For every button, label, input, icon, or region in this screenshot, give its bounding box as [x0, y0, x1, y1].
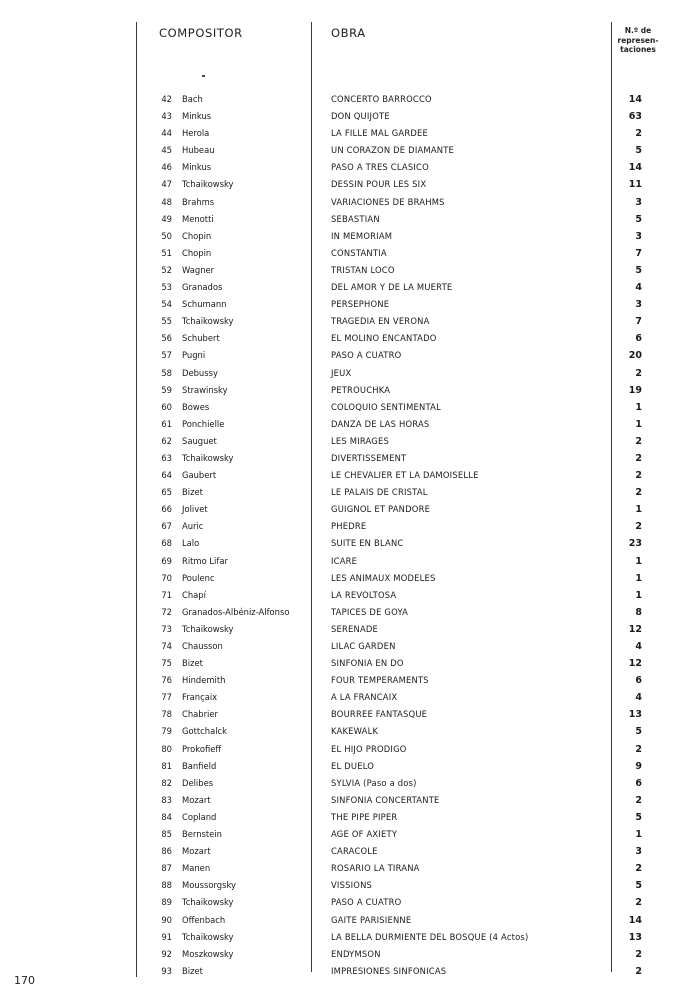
composer-cell: Tchaikowsky: [182, 623, 234, 634]
table-row: [0, 313, 684, 330]
composer-cell: Chabrier: [182, 709, 218, 720]
work-cell: IMPRESIONES SINFONICAS: [331, 965, 447, 976]
table-row: [0, 655, 684, 672]
work-cell: ICARE: [331, 555, 358, 566]
work-cell: PERSEPHONE: [331, 299, 390, 310]
composer-cell: Minkus: [182, 162, 212, 173]
row-number: 78: [161, 709, 172, 720]
row-number: 70: [161, 572, 172, 583]
performances-cell: 13: [628, 709, 642, 721]
work-cell: VISSIONS: [331, 880, 373, 891]
table-row: [0, 723, 684, 740]
performances-cell: 7: [635, 316, 642, 328]
performances-cell: 19: [628, 384, 642, 396]
table-row: [0, 91, 684, 108]
table-row: [0, 296, 684, 313]
page-number: 170: [14, 974, 35, 987]
row-number: 92: [161, 948, 172, 959]
performances-cell: 1: [635, 589, 642, 601]
work-cell: PASO A CUATRO: [331, 350, 402, 361]
performances-cell: 4: [635, 641, 642, 652]
row-number: 47: [161, 179, 172, 190]
performances-cell: 7: [635, 247, 642, 259]
row-number: 54: [161, 299, 172, 310]
composer-cell: Herola: [182, 128, 210, 139]
composer-cell: Pugni: [182, 350, 206, 361]
header-work: OBRA: [331, 26, 366, 40]
work-cell: BOURREE FANTASQUE: [331, 709, 428, 720]
table-row: [0, 741, 684, 758]
row-number: 55: [161, 316, 172, 327]
work-cell: ENDYMSON: [331, 948, 381, 959]
work-cell: EL HIJO PRODIGO: [331, 743, 407, 754]
table-row: [0, 946, 684, 963]
table-row: [0, 672, 684, 689]
work-cell: CONCERTO BARROCCO: [331, 94, 432, 104]
work-cell: TRISTAN LOCO: [331, 264, 395, 275]
table-row: [0, 382, 684, 399]
composer-cell: Ponchielle: [182, 418, 225, 429]
header-performances: [613, 26, 663, 55]
work-cell: LES ANIMAUX MODELES: [331, 572, 436, 583]
table-row: [0, 826, 684, 843]
performances-cell: 12: [628, 623, 642, 635]
work-cell: DESSIN POUR LES SIX: [331, 179, 427, 190]
row-number: 52: [161, 264, 172, 275]
work-cell: GUIGNOL ET PANDORE: [331, 504, 431, 515]
table-row: [0, 399, 684, 416]
table-row: [0, 518, 684, 535]
performances-cell: 1: [635, 829, 642, 841]
work-cell: LILAC GARDEN: [331, 641, 396, 651]
work-cell: LA REVOLTOSA: [331, 589, 397, 600]
work-cell: DANZA DE LAS HORAS: [331, 418, 430, 429]
row-number: 72: [161, 606, 172, 617]
composer-cell: Wagner: [182, 264, 215, 275]
composer-cell: Moszkowsky: [182, 948, 234, 959]
table-row: [0, 194, 684, 211]
row-number: 49: [161, 213, 172, 224]
table-row: [0, 758, 684, 775]
work-cell: DON QUIJOTE: [331, 111, 390, 122]
table-row: [0, 142, 684, 159]
row-number: 51: [161, 247, 172, 258]
repertoire-table: [0, 91, 684, 980]
composer-cell: Chopin: [182, 247, 212, 258]
performances-cell: 2: [635, 128, 642, 140]
composer-cell: Gottchalck: [182, 726, 228, 737]
work-cell: UN CORAZON DE DIAMANTE: [331, 145, 455, 156]
performances-cell: 2: [635, 794, 642, 806]
composer-cell: Sauguet: [182, 435, 217, 446]
row-number: 71: [161, 589, 172, 600]
work-cell: SUITE EN BLANC: [331, 538, 404, 549]
row-number: 87: [161, 863, 172, 874]
work-cell: THE PIPE PIPER: [331, 811, 398, 822]
work-cell: DIVERTISSEMENT: [331, 452, 407, 463]
work-cell: EL MOLINO ENCANTADO: [331, 333, 437, 344]
composer-cell: Chapí: [182, 589, 206, 600]
composer-cell: Schumann: [182, 299, 227, 310]
performances-cell: 3: [635, 196, 642, 208]
work-cell: SYLVIA (Paso a dos): [331, 777, 417, 788]
work-cell: VARIACIONES DE BRAHMS: [331, 196, 445, 207]
row-number: 91: [161, 931, 172, 942]
table-row: [0, 108, 684, 125]
performances-cell: 12: [628, 658, 642, 670]
row-number: 90: [161, 914, 172, 925]
composer-cell: Tchaikowsky: [182, 931, 234, 942]
row-number: 53: [161, 282, 172, 293]
table-row: [0, 963, 684, 980]
composer-cell: Mozart: [182, 846, 211, 857]
row-number: 48: [161, 196, 172, 207]
table-row: [0, 689, 684, 706]
row-number: 84: [161, 811, 172, 822]
performances-cell: 6: [635, 777, 642, 789]
work-cell: SERENADE: [331, 623, 379, 634]
performances-cell: 5: [635, 264, 642, 276]
performances-cell: 14: [628, 162, 642, 174]
row-number: 43: [161, 111, 172, 122]
performances-cell: 5: [635, 145, 642, 157]
row-number: 58: [161, 367, 172, 378]
work-cell: CARACOLE: [331, 846, 378, 857]
row-number: 46: [161, 162, 172, 173]
composer-cell: Banfield: [182, 760, 217, 771]
row-number: 77: [161, 692, 172, 703]
composer-cell: Tchaikowsky: [182, 897, 234, 908]
composer-cell: Mozart: [182, 794, 211, 805]
table-row: [0, 262, 684, 279]
composer-cell: Menotti: [182, 213, 214, 224]
row-number: 56: [161, 333, 172, 344]
work-cell: ROSARIO LA TIRANA: [331, 863, 420, 874]
composer-cell: Hindemith: [182, 675, 226, 686]
composer-cell: Copland: [182, 811, 217, 822]
performances-cell: 20: [628, 350, 642, 362]
composer-cell: Chopin: [182, 230, 212, 241]
composer-cell: Bowes: [182, 401, 210, 412]
composer-cell: Chausson: [182, 641, 223, 651]
table-row: [0, 125, 684, 142]
work-cell: TAPICES DE GOYA: [331, 606, 409, 617]
row-number: 85: [161, 829, 172, 840]
composer-cell: Manen: [182, 863, 211, 874]
composer-cell: Granados-Albéniz-Alfonso: [182, 606, 290, 617]
composer-cell: Hubeau: [182, 145, 215, 156]
performances-cell: 2: [635, 367, 642, 379]
row-number: 76: [161, 675, 172, 686]
performances-cell: 14: [628, 914, 642, 926]
work-cell: PHEDRE: [331, 521, 367, 532]
composer-cell: Bizet: [182, 658, 203, 669]
table-row: [0, 365, 684, 382]
table-row: [0, 279, 684, 296]
table-row: [0, 416, 684, 433]
performances-cell: 5: [635, 213, 642, 225]
performances-cell: 2: [635, 897, 642, 909]
work-cell: PASO A TRES CLASICO: [331, 162, 429, 173]
table-row: [0, 450, 684, 467]
composer-cell: Brahms: [182, 196, 215, 207]
table-row: [0, 211, 684, 228]
row-number: 73: [161, 623, 172, 634]
table-row: [0, 245, 684, 262]
row-number: 64: [161, 470, 172, 481]
performances-cell: 63: [628, 111, 642, 123]
table-row: [0, 929, 684, 946]
composer-cell: Tchaikowsky: [182, 452, 234, 463]
composer-cell: Strawinsky: [182, 384, 228, 395]
row-number: 50: [161, 230, 172, 241]
work-cell: EL DUELO: [331, 760, 375, 771]
table-row: [0, 347, 684, 364]
work-cell: LA FILLE MAL GARDEE: [331, 128, 428, 139]
header-performances-line1: N.º de: [624, 26, 652, 35]
row-number: 45: [161, 145, 172, 156]
performances-cell: 23: [628, 538, 642, 550]
table-row: [0, 706, 684, 723]
work-cell: TRAGEDIA EN VERONA: [331, 316, 430, 327]
row-number: 61: [161, 418, 172, 429]
row-number: 68: [161, 538, 172, 549]
row-number: 62: [161, 435, 172, 446]
composer-cell: Bach: [182, 94, 203, 104]
composer-cell: Offenbach: [182, 914, 226, 925]
performances-cell: 1: [635, 572, 642, 584]
row-number: 88: [161, 880, 172, 891]
table-row: [0, 860, 684, 877]
performances-cell: 4: [635, 282, 642, 294]
composer-cell: Tchaikowsky: [182, 316, 234, 327]
composer-cell: Prokofieff: [182, 743, 222, 754]
performances-cell: 1: [635, 418, 642, 430]
composer-cell: Debussy: [182, 367, 218, 378]
performances-cell: 2: [635, 435, 642, 447]
table-row: [0, 587, 684, 604]
row-number: 83: [161, 794, 172, 805]
work-cell: SINFONIA CONCERTANTE: [331, 794, 440, 805]
row-number: 63: [161, 452, 172, 463]
work-cell: A LA FRANCAIX: [331, 692, 398, 703]
performances-cell: 1: [635, 555, 642, 567]
work-cell: PETROUCHKA: [331, 384, 391, 395]
performances-cell: 2: [635, 521, 642, 533]
table-row: [0, 792, 684, 809]
performances-cell: 1: [635, 401, 642, 413]
work-cell: JEUX: [331, 367, 352, 378]
row-number: 93: [161, 965, 172, 976]
work-cell: SEBASTIAN: [331, 213, 380, 224]
table-row: [0, 843, 684, 860]
row-number: 89: [161, 897, 172, 908]
header-performances-line3: taciones: [620, 45, 656, 54]
table-row: [0, 877, 684, 894]
print-speck: [202, 75, 205, 77]
performances-cell: 2: [635, 487, 642, 499]
work-cell: IN MEMORIAM: [331, 230, 393, 241]
row-number: 66: [161, 504, 172, 515]
work-cell: FOUR TEMPERAMENTS: [331, 675, 429, 686]
composer-cell: Jolivet: [182, 504, 208, 515]
table-row: [0, 809, 684, 826]
table-row: [0, 775, 684, 792]
performances-cell: 2: [635, 863, 642, 875]
table-row: [0, 570, 684, 587]
table-row: [0, 159, 684, 176]
performances-cell: 11: [628, 179, 642, 191]
performances-cell: 6: [635, 675, 642, 687]
row-number: 59: [161, 384, 172, 395]
table-row: [0, 621, 684, 638]
row-number: 65: [161, 487, 172, 498]
composer-cell: Ritmo Lifar: [182, 555, 228, 566]
table-row: [0, 176, 684, 193]
row-number: 82: [161, 777, 172, 788]
performances-cell: 2: [635, 965, 642, 977]
table-row: [0, 484, 684, 501]
performances-cell: 2: [635, 470, 642, 482]
table-row: [0, 330, 684, 347]
performances-cell: 1: [635, 504, 642, 516]
performances-cell: 2: [635, 948, 642, 960]
composer-cell: Moussorgsky: [182, 880, 236, 891]
performances-cell: 3: [635, 230, 642, 242]
composer-cell: Bizet: [182, 965, 203, 976]
performances-cell: 8: [635, 606, 642, 618]
performances-cell: 2: [635, 452, 642, 464]
table-row: [0, 433, 684, 450]
work-cell: GAITE PARISIENNE: [331, 914, 412, 925]
performances-cell: 2: [635, 743, 642, 755]
composer-cell: Lalo: [182, 538, 200, 549]
composer-cell: Granados: [182, 282, 223, 293]
row-number: 74: [161, 641, 172, 651]
work-cell: LE PALAIS DE CRISTAL: [331, 487, 428, 498]
composer-cell: Françaix: [182, 692, 218, 703]
row-number: 67: [161, 521, 172, 532]
work-cell: LES MIRAGES: [331, 435, 389, 446]
performances-cell: 4: [635, 692, 642, 704]
work-cell: LA BELLA DURMIENTE DEL BOSQUE (4 Actos): [331, 931, 529, 942]
row-number: 80: [161, 743, 172, 754]
work-cell: COLOQUIO SENTIMENTAL: [331, 401, 441, 412]
work-cell: KAKEWALK: [331, 726, 379, 737]
table-row: [0, 604, 684, 621]
performances-cell: 5: [635, 880, 642, 892]
performances-cell: 14: [628, 94, 642, 105]
row-number: 44: [161, 128, 172, 139]
table-row: [0, 638, 684, 655]
performances-cell: 13: [628, 931, 642, 943]
composer-cell: Gaubert: [182, 470, 217, 481]
work-cell: CONSTANTIA: [331, 247, 387, 258]
composer-cell: Bernstein: [182, 829, 222, 840]
row-number: 69: [161, 555, 172, 566]
table-row: [0, 912, 684, 929]
row-number: 57: [161, 350, 172, 361]
table-row: [0, 535, 684, 552]
performances-cell: 3: [635, 846, 642, 858]
composer-cell: Tchaikowsky: [182, 179, 234, 190]
row-number: 81: [161, 760, 172, 771]
table-row: [0, 501, 684, 518]
row-number: 86: [161, 846, 172, 857]
work-cell: PASO A CUATRO: [331, 897, 402, 908]
composer-cell: Schubert: [182, 333, 220, 344]
performances-cell: 3: [635, 299, 642, 311]
composer-cell: Poulenc: [182, 572, 215, 583]
performances-cell: 9: [635, 760, 642, 772]
performances-cell: 6: [635, 333, 642, 345]
table-row: [0, 228, 684, 245]
row-number: 60: [161, 401, 172, 412]
work-cell: DEL AMOR Y DE LA MUERTE: [331, 282, 453, 293]
table-row: [0, 467, 684, 484]
composer-cell: Bizet: [182, 487, 203, 498]
row-number: 75: [161, 658, 172, 669]
table-row: [0, 894, 684, 911]
composer-cell: Delibes: [182, 777, 214, 788]
composer-cell: Auric: [182, 521, 204, 532]
header-performances-line2: represen-: [617, 35, 659, 45]
work-cell: SINFONIA EN DO: [331, 658, 404, 669]
header-composer: COMPOSITOR: [159, 26, 243, 40]
row-number: 79: [161, 726, 172, 737]
performances-cell: 5: [635, 726, 642, 738]
table-row: [0, 553, 684, 570]
row-number: 42: [161, 94, 172, 104]
work-cell: AGE OF AXIETY: [331, 829, 398, 840]
composer-cell: Minkus: [182, 111, 212, 122]
work-cell: LE CHEVALIER ET LA DAMOISELLE: [331, 470, 479, 481]
performances-cell: 5: [635, 811, 642, 823]
